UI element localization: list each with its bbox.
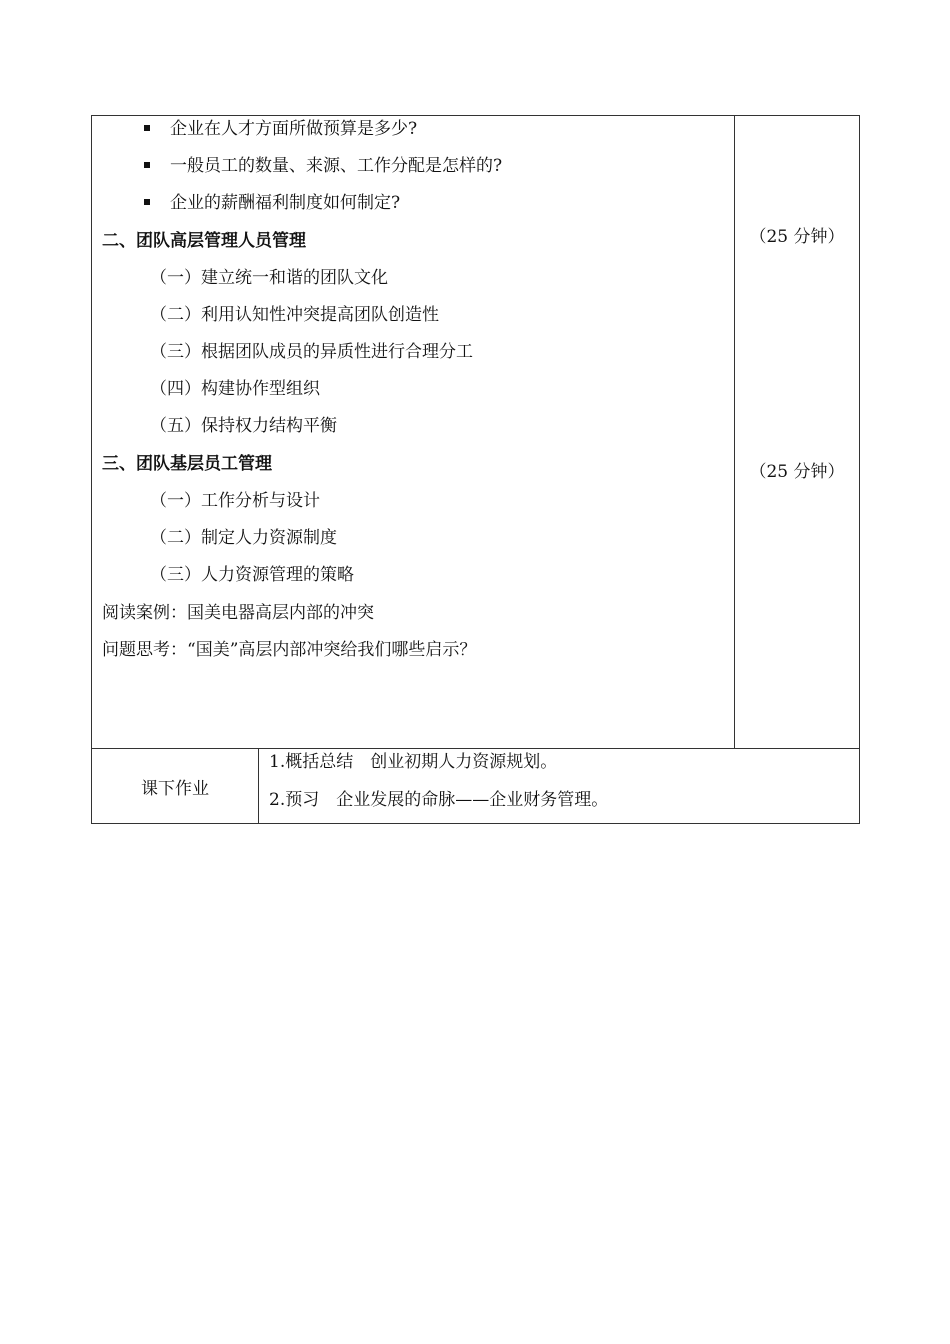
- section-3-item: （一）工作分析与设计: [150, 491, 320, 511]
- time-allocation-cell: [735, 116, 860, 749]
- lesson-plan-table: [91, 115, 860, 824]
- homework-item: 2.预习 企业发展的命脉——企业财务管理。: [269, 790, 609, 810]
- homework-item: 1.概括总结 创业初期人力资源规划。: [269, 752, 558, 772]
- case-reading: 阅读案例：国美电器高层内部的冲突: [102, 603, 374, 623]
- bullet-item: 企业的薪酬福利制度如何制定?: [144, 192, 400, 214]
- bullet-item: 企业在人才方面所做预算是多少?: [144, 118, 417, 140]
- homework-content-cell: [259, 749, 860, 824]
- section-2-time: （25 分钟）: [749, 227, 845, 247]
- discussion-question: 问题思考：“国美”高层内部冲突给我们哪些启示？: [102, 640, 477, 660]
- section-2-item: （一）建立统一和谐的团队文化: [150, 268, 388, 288]
- section-3-time: （25 分钟）: [749, 462, 845, 482]
- bullet-item: 一般员工的数量、来源、工作分配是怎样的?: [144, 155, 502, 177]
- homework-row: [92, 749, 860, 824]
- section-3-item: （三）人力资源管理的策略: [150, 565, 354, 585]
- square-bullet-icon: [144, 125, 150, 131]
- square-bullet-icon: [144, 162, 150, 168]
- homework-label: 课下作业: [92, 749, 259, 824]
- section-3-item: （二）制定人力资源制度: [150, 528, 337, 548]
- content-row: [92, 116, 860, 749]
- lesson-content-cell: [92, 116, 735, 749]
- section-2-item: （二）利用认知性冲突提高团队创造性: [150, 305, 439, 325]
- section-3-heading: 三、团队基层员工管理: [102, 454, 272, 474]
- section-2-item: （四）构建协作型组织: [150, 379, 320, 399]
- square-bullet-icon: [144, 199, 150, 205]
- section-2-heading: 二、团队高层管理人员管理: [102, 231, 306, 251]
- section-2-item: （五）保持权力结构平衡: [150, 416, 337, 436]
- section-2-item: （三）根据团队成员的异质性进行合理分工: [150, 342, 473, 362]
